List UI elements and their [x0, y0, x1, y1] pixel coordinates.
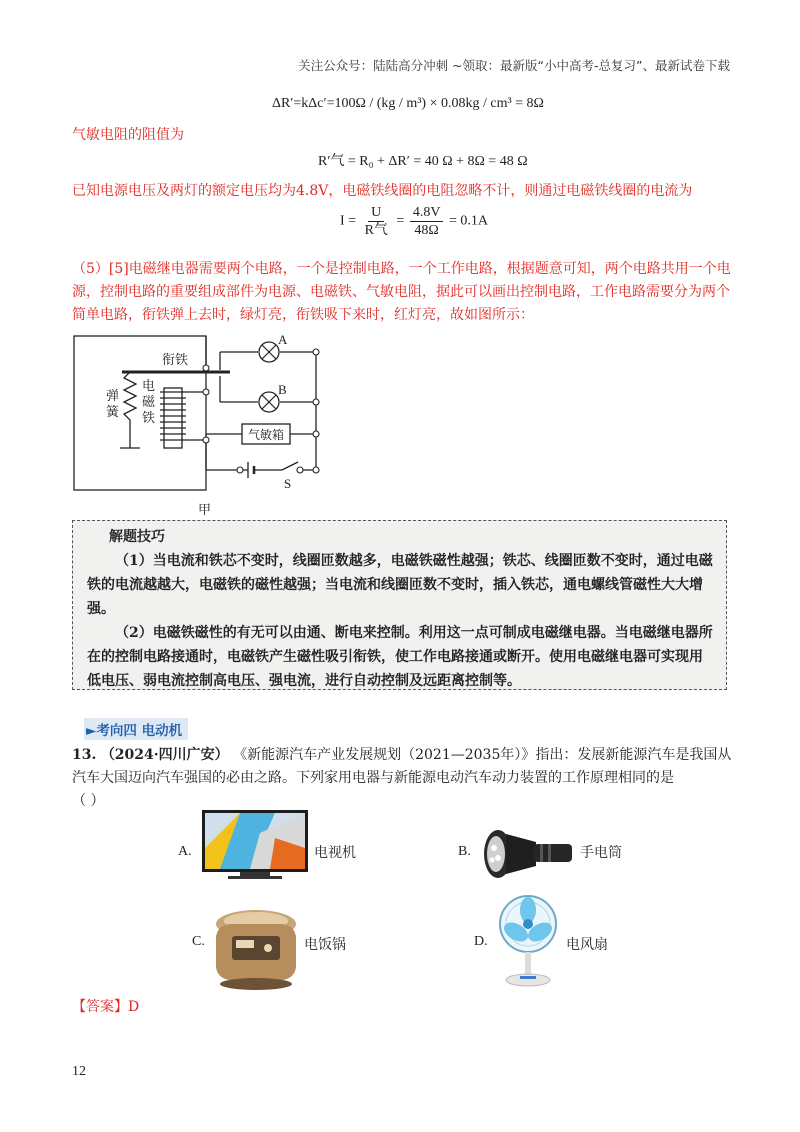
equation-delta-r: ΔR′=kΔc′=100Ω / (kg / m³) × 0.08kg / cm³ = 8Ω — [272, 96, 544, 111]
tips-title: 解题技巧 — [109, 529, 165, 545]
equation-r-gas: R′气 = R₀ + ΔR′ = 40 Ω + 8Ω = 48 Ω — [318, 154, 528, 169]
lamp-a-label: A — [278, 332, 288, 347]
lamp-b-label: B — [278, 382, 287, 397]
electromagnet-label-3: 铁 — [142, 411, 156, 426]
option-d-label: D. — [474, 934, 488, 949]
tips-paragraph-2: （2）电磁铁磁性的有无可以由通、断电来控制。利用这一点可制成电磁继电器。当电磁继电器所在的控制电路接通时，电磁铁产生磁性吸引衔铁，使工作电路接通或断开。使用电磁继电器可实现用低电压、弱电流控制高电压、强电流，进行自动控制及远距离控制等。 — [87, 625, 713, 689]
page-header: 关注公众号：陆陆高分冲刺 ~领取：最新版“小中高考-总复习”、最新试卷下载 — [298, 58, 730, 73]
option-c-label: C. — [192, 934, 205, 949]
eq3-rhs: = 0.1A — [448, 213, 488, 229]
rice-cooker-icon — [210, 906, 302, 992]
armature-label: 衔铁 — [162, 353, 189, 368]
electromagnet-label-1: 电 — [142, 379, 156, 394]
answer-blank: （ ） — [72, 793, 105, 809]
eq3-den2: 48Ω — [414, 223, 439, 238]
eq3-num1: U — [368, 204, 384, 222]
electromagnet-core — [164, 388, 182, 448]
spring-label-1: 弹 — [106, 389, 120, 404]
option-a-label: A. — [178, 844, 192, 859]
fan-icon — [494, 892, 562, 988]
option-a-text: 电视机 — [314, 845, 356, 861]
option-b-text: 手电筒 — [580, 845, 622, 861]
page-number: 12 — [72, 1064, 86, 1079]
spring-label-2: 簧 — [106, 405, 120, 420]
question-13 — [72, 744, 732, 813]
question-text: 《新能源汽车产业发展规划（2021—2035年）》指出：发展新能源汽车是我国从汽车大国迈向汽车强国的必由之路。下列家用电器与新能源电动汽车动力装置的工作原理相同的是 — [72, 747, 732, 786]
eq3-num2: 4.8V — [410, 204, 444, 222]
tv-icon — [200, 808, 310, 886]
question-number: 13. — [72, 747, 97, 763]
equation-current: I = $\frac{U}{\text{R气}}$ = $\frac{4.8V}{48\Omega}$ = 0.1A — [340, 205, 488, 238]
option-b-label: B. — [458, 844, 471, 859]
answer-line — [72, 996, 139, 1016]
known-voltage-line: 已知电源电压及两灯的额定电压均为4.8V，电磁铁线圈的电阻忽略不计，则通过电磁铁线圈的电流为 — [72, 183, 693, 199]
explanation-paragraph-5: （5）[5]电磁继电器需要两个电路，一个是控制电路，一个工作电路，根据题意可知，两个电路共用一个电源，控制电路的重要组成部件为电源、电磁铁、气敏电阻，据此可以画出控制电路，工作电路需要分为两个简单电路，衔铁弹上去时，绿灯亮，衔铁吸下来时，红灯亮，故如图所示： — [72, 261, 731, 323]
eq3-fraction-numeric — [410, 204, 444, 239]
solution-tips-box — [72, 520, 727, 690]
figure-caption: 甲 — [198, 503, 212, 518]
spring-coil — [124, 372, 136, 448]
tips-paragraph-1: （1）当电流和铁芯不变时，线圈匝数越多，电磁铁磁性越强；铁芯、线圈匝数不变时，通过电磁铁的电流越越大，电磁铁的磁性越强；当电流和线圈匝数不变时，插入铁芯，通电螺线管磁性大大增强。 — [87, 553, 713, 617]
eq3-lhs: I = — [340, 213, 357, 229]
switch-blade — [282, 462, 298, 470]
option-c-text: 电饭锅 — [304, 937, 346, 953]
switch-label: S — [284, 476, 292, 491]
section-heading: ►考向四 电动机 — [84, 718, 188, 740]
eq3-den1: R气 — [364, 223, 388, 238]
electromagnet-label-2: 磁 — [142, 395, 156, 410]
flashlight-icon — [480, 822, 576, 882]
gas-sensor-label: 气敏箱 — [248, 428, 285, 442]
gas-resistance-line: 气敏电阻的阻值为 — [72, 127, 184, 143]
relay-circuit-diagram — [70, 330, 330, 520]
option-d-text: 电风扇 — [566, 937, 608, 953]
question-source: （2024·四川广安） — [100, 747, 229, 763]
eq3-fraction-symbolic — [362, 204, 391, 239]
answer-value: D — [128, 999, 140, 1015]
answer-tag: 【答案】 — [72, 999, 128, 1015]
